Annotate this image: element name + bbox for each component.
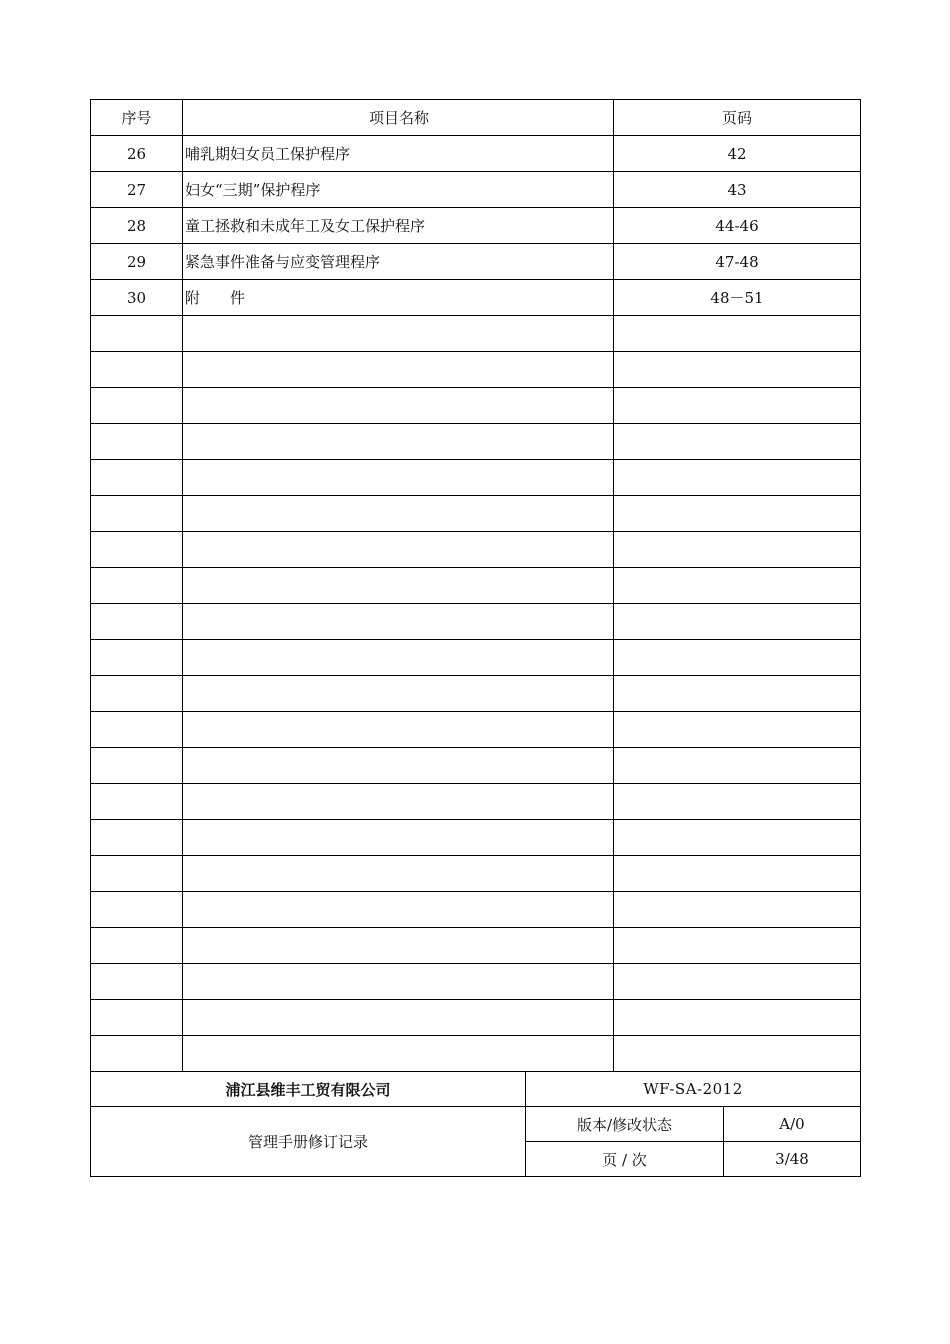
empty-cell: [614, 460, 861, 496]
empty-cell: [91, 928, 183, 964]
row-page: 44-46: [614, 208, 861, 244]
empty-cell: [183, 424, 614, 460]
empty-cell: [183, 568, 614, 604]
empty-cell: [183, 316, 614, 352]
empty-cell: [183, 964, 614, 1000]
row-name: 童工拯救和未成年工及女工保护程序: [183, 208, 614, 244]
empty-cell: [91, 856, 183, 892]
empty-table-row: [91, 568, 861, 604]
empty-cell: [183, 1000, 614, 1036]
empty-cell: [614, 784, 861, 820]
row-name: 哺乳期妇女员工保护程序: [183, 136, 614, 172]
header-no: 序号: [91, 100, 183, 136]
empty-table-row: [91, 460, 861, 496]
version-value: A/0: [724, 1107, 861, 1142]
empty-table-row: [91, 748, 861, 784]
empty-cell: [91, 316, 183, 352]
empty-cell: [183, 676, 614, 712]
document-code: WF-SA-2012: [526, 1072, 861, 1107]
table-row: [91, 280, 861, 316]
empty-cell: [91, 784, 183, 820]
empty-cell: [614, 748, 861, 784]
empty-cell: [91, 460, 183, 496]
empty-table-row: [91, 496, 861, 532]
empty-table-row: [91, 1036, 861, 1072]
page-label: 页 / 次: [526, 1142, 724, 1177]
document-page: [90, 99, 861, 1177]
empty-cell: [183, 856, 614, 892]
empty-cell: [614, 640, 861, 676]
empty-cell: [183, 892, 614, 928]
row-page: 48－51: [614, 280, 861, 316]
row-name: 紧急事件准备与应变管理程序: [183, 244, 614, 280]
row-no: 30: [91, 280, 183, 316]
empty-cell: [91, 712, 183, 748]
empty-table-row: [91, 640, 861, 676]
empty-cell: [183, 604, 614, 640]
empty-cell: [183, 820, 614, 856]
empty-cell: [614, 676, 861, 712]
empty-cell: [91, 676, 183, 712]
empty-cell: [91, 352, 183, 388]
footer-row-company: [91, 1072, 861, 1107]
toc-header-row: [91, 100, 861, 136]
footer-row-version: [91, 1107, 861, 1142]
row-page: 43: [614, 172, 861, 208]
empty-cell: [91, 532, 183, 568]
table-row: [91, 244, 861, 280]
row-no: 28: [91, 208, 183, 244]
empty-table-row: [91, 928, 861, 964]
empty-cell: [91, 748, 183, 784]
page-value: 3/48: [724, 1142, 861, 1177]
empty-table-row: [91, 964, 861, 1000]
empty-cell: [614, 892, 861, 928]
empty-cell: [91, 1036, 183, 1072]
empty-cell: [183, 496, 614, 532]
empty-cell: [91, 1000, 183, 1036]
empty-cell: [91, 892, 183, 928]
empty-cell: [91, 820, 183, 856]
empty-table-row: [91, 820, 861, 856]
empty-cell: [91, 424, 183, 460]
empty-cell: [183, 784, 614, 820]
empty-cell: [614, 820, 861, 856]
empty-cell: [614, 532, 861, 568]
empty-table-row: [91, 676, 861, 712]
empty-cell: [183, 388, 614, 424]
header-page: 页码: [614, 100, 861, 136]
empty-cell: [91, 964, 183, 1000]
empty-cell: [614, 1000, 861, 1036]
empty-cell: [91, 640, 183, 676]
empty-table-row: [91, 604, 861, 640]
header-name: 项目名称: [183, 100, 614, 136]
row-no: 27: [91, 172, 183, 208]
empty-cell: [183, 640, 614, 676]
toc-table: [90, 99, 861, 1072]
empty-cell: [183, 748, 614, 784]
version-label: 版本/修改状态: [526, 1107, 724, 1142]
empty-cell: [614, 388, 861, 424]
row-page: 47-48: [614, 244, 861, 280]
empty-cell: [91, 604, 183, 640]
empty-table-row: [91, 784, 861, 820]
empty-cell: [183, 460, 614, 496]
empty-cell: [614, 964, 861, 1000]
row-no: 26: [91, 136, 183, 172]
empty-cell: [183, 928, 614, 964]
empty-table-row: [91, 892, 861, 928]
empty-table-row: [91, 388, 861, 424]
empty-cell: [91, 568, 183, 604]
empty-cell: [614, 424, 861, 460]
empty-table-row: [91, 712, 861, 748]
document-title: 管理手册修订记录: [91, 1107, 526, 1177]
table-row: [91, 172, 861, 208]
empty-table-row: [91, 856, 861, 892]
empty-table-row: [91, 352, 861, 388]
empty-cell: [614, 928, 861, 964]
empty-cell: [614, 496, 861, 532]
empty-cell: [614, 316, 861, 352]
empty-table-row: [91, 532, 861, 568]
empty-cell: [614, 856, 861, 892]
table-row: [91, 136, 861, 172]
table-row: [91, 208, 861, 244]
empty-cell: [91, 388, 183, 424]
row-page: 42: [614, 136, 861, 172]
empty-cell: [614, 604, 861, 640]
empty-cell: [614, 352, 861, 388]
empty-table-row: [91, 424, 861, 460]
company-name: 浦江县维丰工贸有限公司: [91, 1072, 526, 1107]
empty-table-row: [91, 316, 861, 352]
row-no: 29: [91, 244, 183, 280]
empty-cell: [614, 568, 861, 604]
row-name: 附 件: [183, 280, 614, 316]
empty-cell: [183, 712, 614, 748]
row-name: 妇女“三期”保护程序: [183, 172, 614, 208]
empty-cell: [183, 532, 614, 568]
empty-table-row: [91, 1000, 861, 1036]
empty-cell: [183, 1036, 614, 1072]
empty-cell: [183, 352, 614, 388]
empty-cell: [614, 712, 861, 748]
empty-cell: [614, 1036, 861, 1072]
document-footer: [90, 1071, 861, 1177]
empty-cell: [91, 496, 183, 532]
